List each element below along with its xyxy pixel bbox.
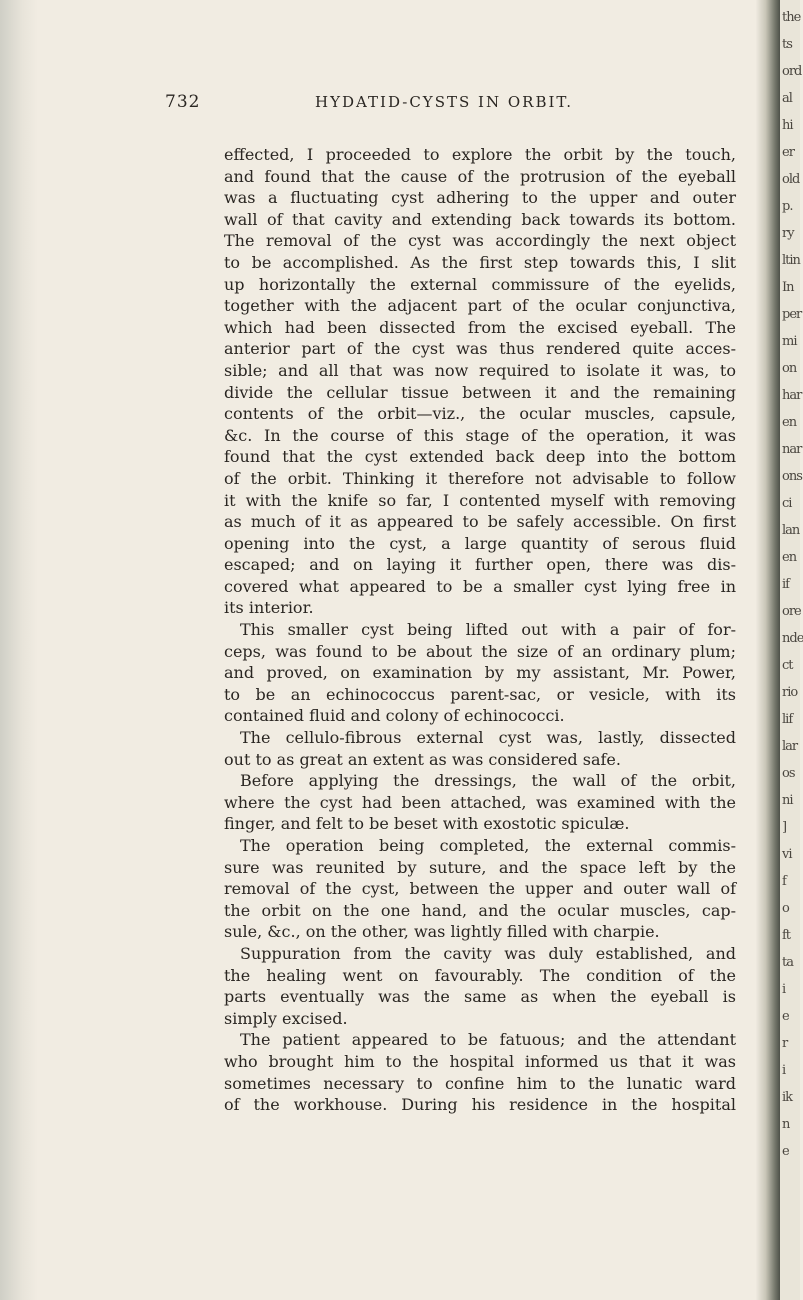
facing-page-text: ta [782,955,793,970]
text-line: covered what appeared to be a smaller cyst lying free in [224,576,736,596]
text-line: of the workhouse. During his residence in the hospital [224,1095,736,1115]
facing-page-text: rio [782,685,798,700]
text-line: effected, I proceeded to explore the orbit by the touch, [224,145,736,164]
text-line: as much of it as appeared to be safely accessible. On first [224,512,736,532]
facing-page-text: ik [782,1090,793,1105]
facing-page-text: lan [782,523,800,538]
text-line: and found that the cause of the protrusion of the eyeball [224,166,736,186]
text-line: finger, and felt to be beset with exostotic spiculæ. [224,814,630,834]
text-line: The removal of the cyst was accordingly the next object [224,231,736,251]
text-line: out to as great an extent as was considered safe. [224,749,621,769]
facing-page-text: ci [782,496,792,511]
facing-page-text: ] [782,820,787,835]
facing-page-text: p. [782,199,793,214]
text-line: This smaller cyst being lifted out with a pair of for- [240,620,736,640]
text-line: &c. In the course of this stage of the operation, it was [224,425,736,445]
text-line: contained fluid and colony of echinococci. [224,706,565,726]
text-line: opening into the cyst, a large quantity of serous fluid [224,533,736,553]
book-spine-shadow [756,0,780,1300]
facing-page-text: en [782,415,797,430]
text-line: which had been dissected from the excised eyeball. The [224,317,736,337]
facing-page-text: e [782,1144,789,1159]
facing-page-text: f [782,874,786,889]
facing-page-text: old [782,172,800,187]
text-line: sometimes necessary to confine him to the lunatic ward [224,1073,736,1093]
text-line: The operation being completed, the external commis- [240,836,736,855]
text-line: anterior part of the cyst was thus rendered quite acces- [224,339,736,359]
text-line: Before applying the dressings, the wall of the orbit, [240,771,736,791]
facing-page-text: per [782,307,802,322]
text-line: where the cyst had been attached, was examined with the [224,792,736,812]
text-line: ceps, was found to be about the size of an ordinary plum; [224,641,736,661]
page-number: 732 [165,92,201,112]
text-line: The patient appeared to be fatuous; and the attendant [240,1030,736,1050]
facing-page-text: hi [782,118,793,133]
facing-page-text: e [782,1009,789,1024]
facing-page-text: os [782,766,795,781]
facing-page-text: nar [782,442,802,457]
facing-page-text: if [782,577,789,592]
text-line: The cellulo-fibrous external cyst was, lastly, dissected [240,728,736,748]
facing-page-fragment [780,0,803,1300]
facing-page-text: ord [782,64,802,79]
text-line: wall of that cavity and extending back towards its bottom. [224,209,736,229]
facing-page-text: lif [782,712,793,727]
facing-page-text: har [782,388,802,403]
text-line: Suppuration from the cavity was duly established, and [240,943,736,963]
facing-page-text: the [782,10,801,25]
facing-page-text: ore [782,604,801,619]
facing-page-text: ons [782,469,802,484]
facing-page-text: vi [782,847,792,862]
facing-page-text: al [782,91,792,106]
facing-page-text: ry [782,226,794,241]
facing-page-text: r [782,1036,788,1051]
text-line: to be accomplished. As the first step towards this, I slit [224,252,736,272]
text-line: divide the cellular tissue between it and the remaining [224,382,736,402]
facing-page-text: lar [782,739,798,754]
text-line: simply excised. [224,1008,348,1028]
text-line: up horizontally the external commissure of the eyelids, [224,274,736,294]
facing-page-text: ts [782,37,792,52]
facing-page-text: ct [782,658,793,673]
left-page-edge [0,0,38,1300]
text-line: removal of the cyst, between the upper and outer wall of [224,879,736,899]
text-line: sule, &c., on the other, was lightly filled with charpie. [224,922,660,942]
facing-page-text: en [782,550,797,565]
text-line: found that the cyst extended back deep into the bottom [224,447,736,467]
facing-page-text: i [782,1063,786,1078]
text-line: sure was reunited by suture, and the space left by the [224,857,736,877]
text-line: of the orbit. Thinking it therefore not advisable to follow [224,468,736,488]
running-head: HYDATID-CYSTS IN ORBIT. [315,93,573,111]
facing-page-text: on [782,361,797,376]
text-line: escaped; and on laying it further open, there was dis- [224,555,736,575]
text-line: together with the adjacent part of the ocular conjunctiva, [224,296,736,316]
text-line: to be an echinococcus parent-sac, or vesicle, with its [224,684,736,704]
text-line: the healing went on favourably. The condition of the [224,965,736,985]
text-line: it with the knife so far, I contented myself with removing [224,490,736,510]
facing-page-text: ltin [782,253,800,268]
text-line: parts eventually was the same as when the eyeball is [224,987,736,1007]
facing-page-text: nde [782,631,803,646]
facing-page-text: n [782,1117,790,1132]
text-line: and proved, on examination by my assistant, Mr. Power, [224,663,736,683]
text-line: sible; and all that was now required to isolate it was, to [224,360,736,380]
facing-page-text: In [782,280,794,295]
facing-page-text: er [782,145,794,160]
facing-page-text: o [782,901,789,916]
text-line: was a fluctuating cyst adhering to the upper and outer [224,188,736,208]
text-line: who brought him to the hospital informed us that it was [224,1051,736,1071]
page-header [165,92,725,116]
facing-page-text: i [782,982,786,997]
text-line: contents of the orbit—viz., the ocular muscles, capsule, [224,404,736,424]
body-text [224,144,736,1116]
text-line: the orbit on the one hand, and the ocular muscles, cap- [224,900,736,920]
text-line: its interior. [224,598,314,618]
facing-page-text: ft [782,928,791,943]
facing-page-text: ni [782,793,793,808]
facing-page-text: mi [782,334,797,349]
